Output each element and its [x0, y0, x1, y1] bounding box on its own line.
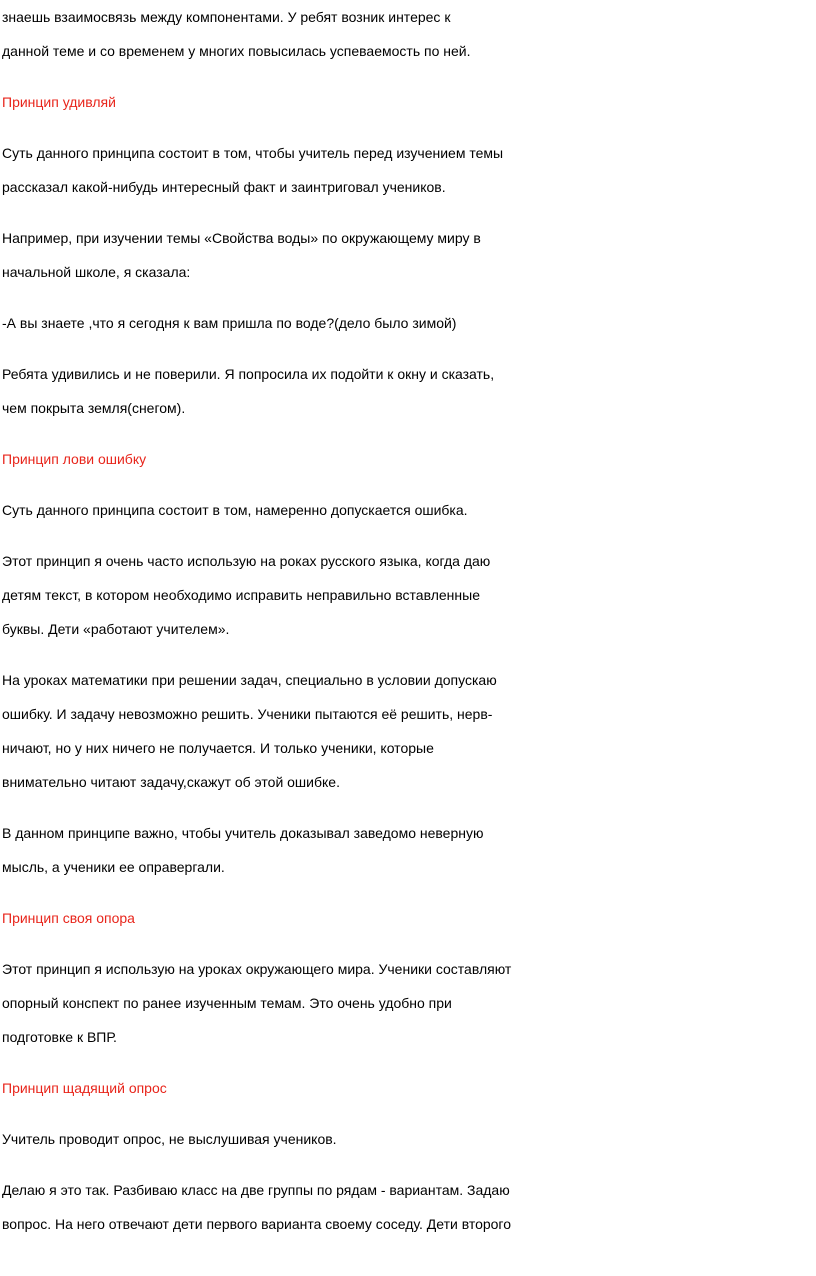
section-heading — [2, 85, 816, 119]
section-heading — [2, 901, 816, 935]
paragraph-line: Делаю я это так. Разбиваю класс на две группы по рядам - вариантам. Задаю — [2, 1182, 510, 1198]
heading-text: Принцип щадящий опрос — [2, 1080, 167, 1096]
paragraph-line: Учитель проводит опрос, не выслушивая учеников. — [2, 1131, 337, 1147]
heading-text: Принцип удивляй — [2, 94, 116, 110]
paragraph-line: На уроках математики при решении задач, специально в условии допускаю — [2, 672, 497, 688]
section-heading — [2, 442, 816, 476]
paragraph-line: подготовке к ВПР. — [2, 1029, 117, 1045]
paragraph-line: рассказал какой-нибудь интересный факт и заинтриговал учеников. — [2, 179, 446, 195]
paragraph — [2, 952, 816, 1054]
paragraph-line: Этот принцип я использую на уроках окружающего мира. Ученики составляют — [2, 961, 512, 977]
paragraph — [2, 1173, 816, 1241]
paragraph-line: начальной школе, я сказала: — [2, 264, 191, 280]
paragraph-line: В данном принципе важно, чтобы учитель доказывал заведомо неверную — [2, 825, 484, 841]
paragraph-line: -А вы знаете ,что я сегодня к вам пришла по воде?(дело было зимой) — [2, 315, 457, 331]
paragraph-line: данной теме и со временем у многих повысилась успеваемость по ней. — [2, 43, 471, 59]
paragraph-line: Этот принцип я очень часто использую на роках русского языка, когда даю — [2, 553, 491, 569]
paragraph — [2, 136, 816, 204]
paragraph-line: мысль, а ученики ее оправергали. — [2, 859, 225, 875]
paragraph-line: Суть данного принципа состоит в том, чтобы учитель перед изучением темы — [2, 145, 504, 161]
paragraph — [2, 0, 816, 68]
paragraph-line: Ребята удивились и не поверили. Я попросила их подойти к окну и сказать, — [2, 366, 495, 382]
paragraph — [2, 1122, 816, 1156]
heading-text: Принцип своя опора — [2, 910, 135, 926]
heading-text: Принцип лови ошибку — [2, 451, 147, 467]
section-heading — [2, 1071, 816, 1105]
paragraph-line: Например, при изучении темы «Свойства воды» по окружающему миру в — [2, 230, 481, 246]
paragraph-line: опорный конспект по ранее изученным темам. Это очень удобно при — [2, 995, 452, 1011]
paragraph — [2, 357, 816, 425]
paragraph — [2, 816, 816, 884]
paragraph-line: внимательно читают задачу,скажут об этой ошибке. — [2, 774, 340, 790]
paragraph — [2, 493, 816, 527]
paragraph — [2, 663, 816, 799]
paragraph-line: ничают, но у них ничего не получается. И только ученики, которые — [2, 740, 434, 756]
paragraph-line: чем покрыта земля(снегом). — [2, 400, 186, 416]
paragraph-line: буквы. Дети «работают учителем». — [2, 621, 230, 637]
paragraph-line: знаешь взаимосвязь между компонентами. У ребят возник интерес к — [2, 9, 451, 25]
paragraph — [2, 306, 816, 340]
paragraph — [2, 221, 816, 289]
paragraph-line: детям текст, в котором необходимо исправить неправильно вставленные — [2, 587, 480, 603]
paragraph-line: Суть данного принципа состоит в том, намеренно допускается ошибка. — [2, 502, 468, 518]
paragraph — [2, 544, 816, 646]
paragraph-line: вопрос. На него отвечают дети первого варианта своему соседу. Дети второго — [2, 1216, 512, 1232]
paragraph-line: ошибку. И задачу невозможно решить. Ученики пытаются её решить, нерв- — [2, 706, 493, 722]
